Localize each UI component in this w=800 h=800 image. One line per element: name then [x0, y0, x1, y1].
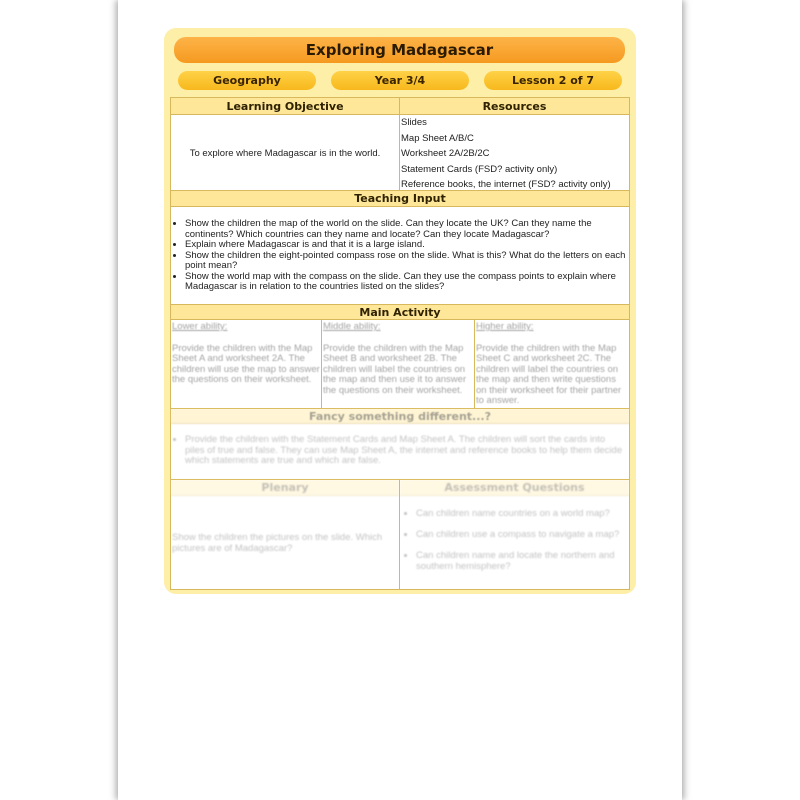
resource-item: Statement Cards (FSD? activity only): [401, 163, 558, 175]
learning-objective-heading: Learning Objective: [171, 98, 399, 115]
middle-ability-cell: [323, 322, 473, 396]
higher-ability-label: Higher ability:: [476, 321, 534, 332]
resource-item: Worksheet 2A/2B/2C: [401, 148, 490, 159]
lesson-number-pill: Lesson 2 of 7: [484, 71, 622, 90]
resource-item: Map Sheet A/B/C: [401, 132, 474, 144]
higher-ability-cell: [476, 322, 628, 407]
teaching-input-heading: Teaching Input: [171, 191, 629, 207]
plenary-heading: Plenary: [171, 480, 399, 496]
lesson-title: Exploring Madagascar: [174, 37, 625, 63]
subject-pill: Geography: [178, 71, 316, 90]
assessment-item: • Can children name and locate the northern and southern hemisphere?: [416, 550, 626, 572]
higher-ability-text: Provide the children with the Map Sheet C and worksheet 2C. The children will label the countries on the map and then write questions on their worksheet for their partner to answer.: [476, 342, 622, 406]
middle-ability-text: Provide the children with the Map Sheet B and worksheet 2B. The children will label the countries on the map and then use it to answer the questions on their worksheet.: [323, 342, 467, 396]
lower-ability-text: Provide the children with the Map Sheet A and worksheet 2A. The children will use the map to answer the questions on their worksheet.: [172, 342, 320, 385]
divider: [321, 320, 322, 408]
plenary-text: Show the children the pictures on the slide. Which pictures are of Madagascar?: [172, 532, 383, 554]
main-activity-heading: Main Activity: [171, 305, 629, 320]
fancy-body: [173, 435, 625, 467]
learning-objective-text: To explore where Madagascar is in the world.: [189, 148, 381, 159]
divider: [474, 320, 475, 408]
fancy-text: • Provide the children with the Statement Cards and Map Sheet A. The children will sort the cards into piles of true and false. They can use Map Sheet A, the internet and reference books to help them decide which statements are true and which are false.: [185, 435, 625, 467]
teaching-point: • Show the children the eight-pointed compass rose on the slide. What is this? What do the letters on each point mean?: [185, 251, 627, 272]
resource-item: Reference books, the internet (FSD? activity only): [401, 179, 611, 190]
assessment-item: • Can children use a compass to navigate a map?: [416, 529, 626, 540]
teaching-point: • Explain where Madagascar is and that it is a large island.: [185, 240, 627, 251]
teaching-point: • Show the children the map of the world on the slide. Can they locate the UK? Can they name the continents? Which countries can they name and locate? Can they locate Madagascar?: [185, 219, 627, 240]
resource-item: Slides: [401, 117, 427, 128]
assessment-heading: Assessment Questions: [400, 480, 629, 496]
assessment-list: [404, 508, 626, 572]
year-pill: Year 3/4: [331, 71, 469, 90]
divider: [399, 98, 400, 190]
teaching-point: • Show the world map with the compass on the slide. Can they use the compass points to explain where Madagascar is in relation to the countries listed on the slides?: [185, 272, 627, 293]
assessment-item: • Can children name countries on a world map?: [416, 508, 626, 519]
lower-ability-label: Lower ability:: [172, 321, 228, 332]
lower-ability-cell: [172, 322, 320, 386]
middle-ability-label: Middle ability:: [323, 321, 381, 332]
resources-heading: Resources: [400, 98, 629, 115]
fancy-heading: Fancy something different...?: [171, 409, 629, 424]
teaching-input-body: [173, 219, 627, 293]
divider: [399, 480, 400, 589]
resources-list: [401, 115, 629, 193]
